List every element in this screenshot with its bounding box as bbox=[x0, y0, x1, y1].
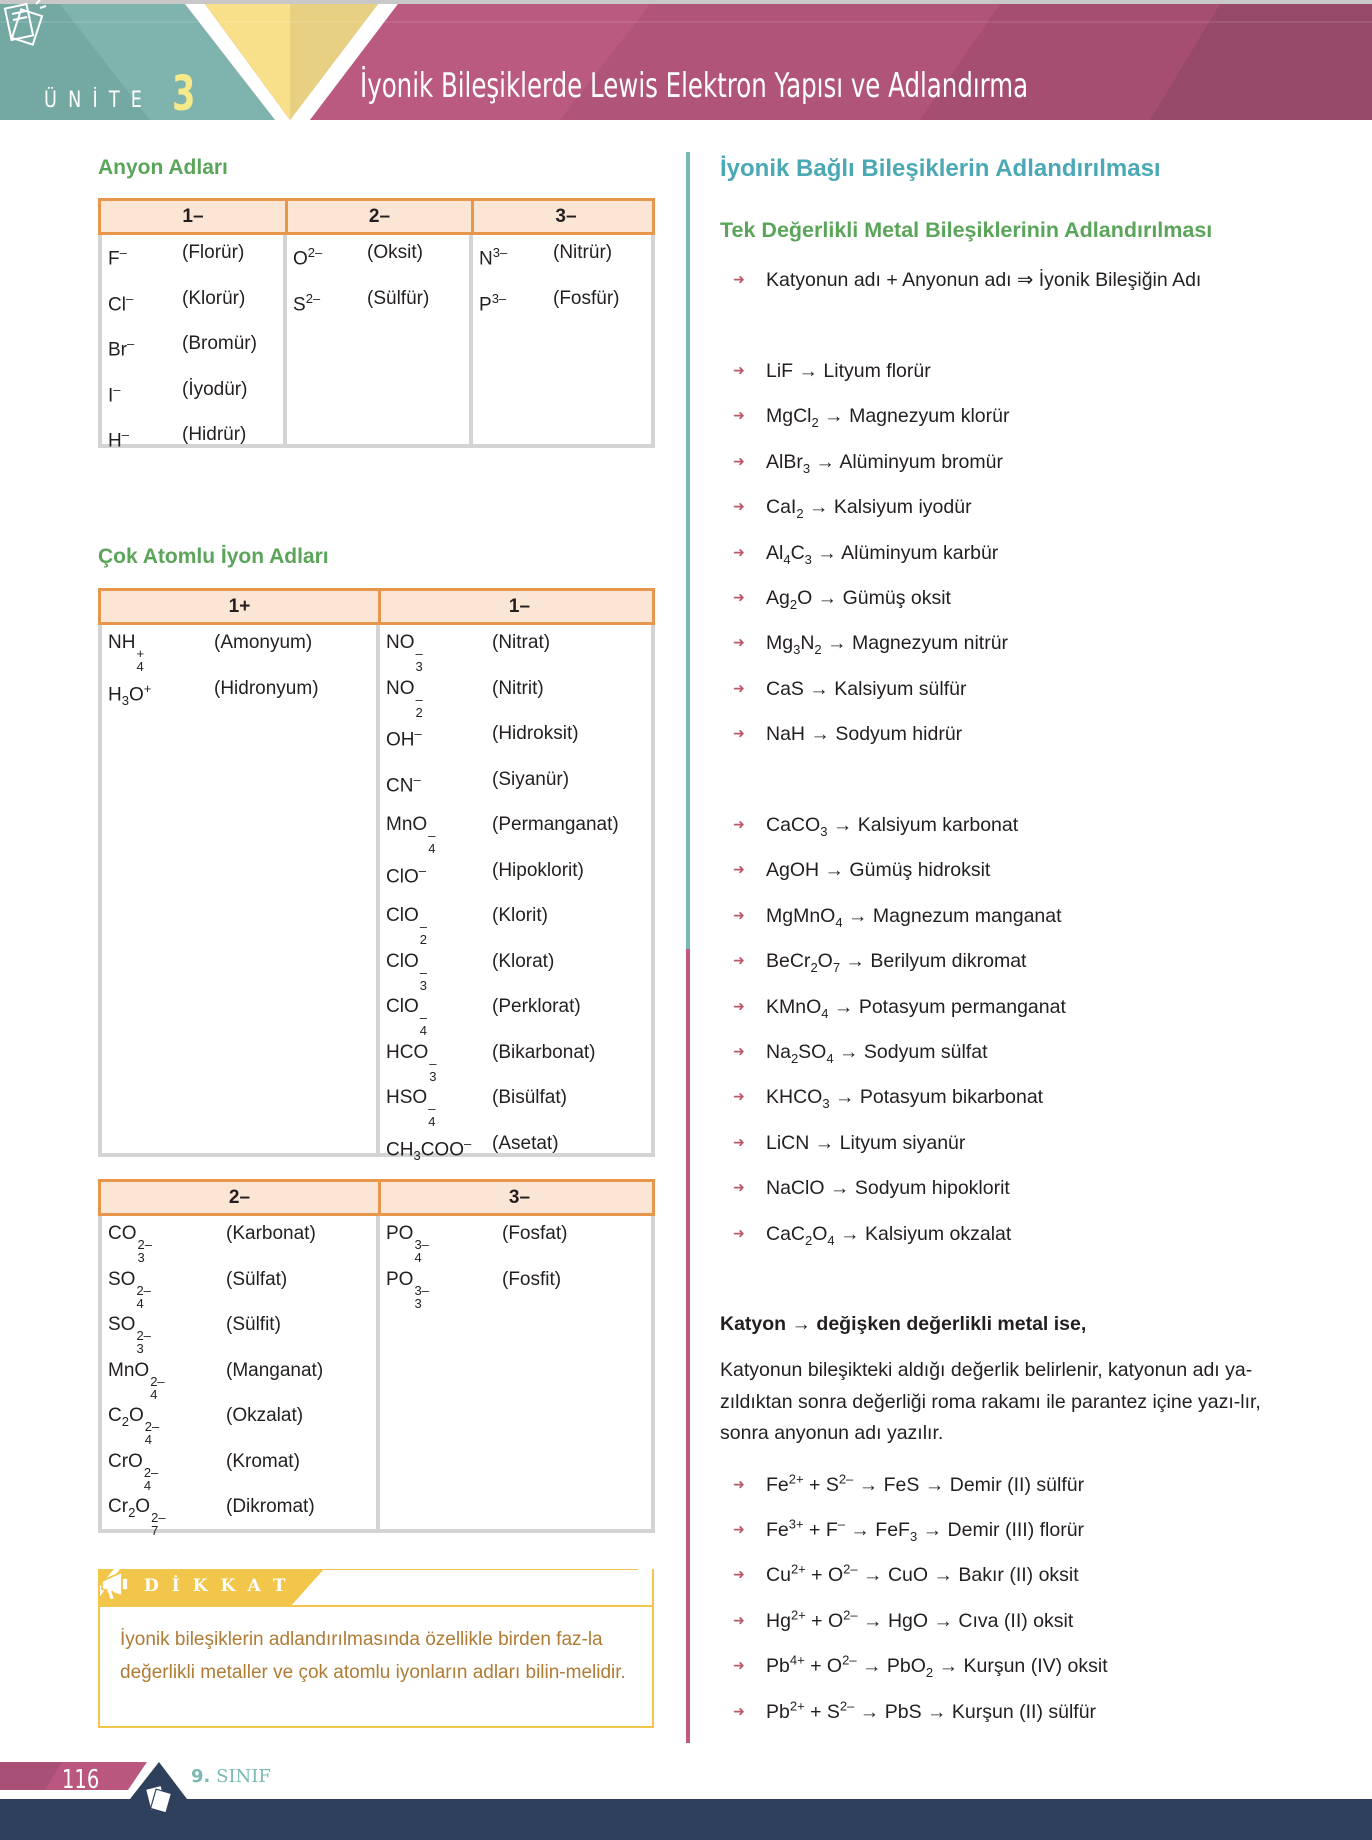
arrow-bullet-icon: ➜ bbox=[733, 1133, 745, 1150]
ion-formula: H– bbox=[108, 427, 129, 452]
ion-name: (Hidroksit) bbox=[492, 723, 579, 744]
charge-3-col bbox=[380, 1216, 651, 1529]
footer-banner bbox=[0, 1750, 1372, 1840]
list-item bbox=[733, 447, 1003, 483]
ion-name: (Fosfür) bbox=[553, 287, 620, 309]
arrow-bullet-icon: ➜ bbox=[733, 952, 745, 969]
ion-name: (Sülfit) bbox=[226, 1314, 281, 1335]
list-item bbox=[733, 1037, 988, 1073]
ion-formula: $O^{2-}$ bbox=[293, 245, 323, 270]
table-row bbox=[102, 1220, 376, 1266]
arrow-bullet-icon: ➜ bbox=[733, 1475, 745, 1492]
arrow-bullet-icon: ➜ bbox=[733, 906, 745, 923]
ion-formula: SO 2– 4 bbox=[108, 1268, 151, 1311]
ion-name: (Manganat) bbox=[226, 1359, 324, 1381]
table-row bbox=[287, 239, 469, 285]
table-row bbox=[380, 1220, 651, 1266]
naming-rule bbox=[733, 265, 1201, 294]
ion-formula: ClO – 3 bbox=[386, 950, 427, 993]
attention-box bbox=[98, 1569, 654, 1728]
ion-name: (Nitrat) bbox=[492, 632, 551, 653]
list-item bbox=[733, 1219, 1011, 1255]
list-item bbox=[733, 538, 998, 574]
table-row bbox=[380, 948, 651, 994]
table-row bbox=[102, 239, 283, 285]
ion-name: (Okzalat) bbox=[226, 1405, 304, 1426]
ion-formula: MnO 2– 4 bbox=[108, 1359, 165, 1402]
header-cell: 3– bbox=[555, 206, 577, 227]
table-row bbox=[473, 239, 651, 285]
list-item-text: NaClO → Sodyum hipoklorit bbox=[766, 1177, 1010, 1200]
header-cell: 3– bbox=[508, 1187, 531, 1208]
list-item-text: KMnO$_4$ → Potasyum permanganat bbox=[766, 995, 1066, 1021]
list-item-text: CaS → Kalsiyum sülfür bbox=[766, 677, 967, 700]
ion-name: (Hidronyum) bbox=[214, 677, 319, 699]
column-divider-top bbox=[686, 152, 690, 949]
ion-formula: NO – 2 bbox=[386, 677, 423, 720]
ion-formula: PO 3– 3 bbox=[386, 1268, 429, 1311]
header-cell: 1– bbox=[508, 596, 531, 617]
ion-formula: $S^{2-}$ bbox=[293, 290, 321, 315]
ion-name: (Klorür) bbox=[182, 287, 246, 309]
ion-formula: CrO 2– 4 bbox=[108, 1450, 159, 1493]
megaphone-icon bbox=[98, 1569, 132, 1603]
list-item bbox=[733, 855, 990, 884]
list-item-text: $Cu^{2+} + O^{2-}$ → CuO → Bakır (II) oksit bbox=[766, 1561, 1079, 1587]
table-row bbox=[102, 330, 283, 376]
ion-name: (Perklorat) bbox=[492, 996, 581, 1017]
attention-label: DİKKAT bbox=[144, 1576, 299, 1596]
arrow-bullet-icon: ➜ bbox=[733, 861, 745, 878]
table-row bbox=[287, 285, 469, 331]
ion-name: (Bromür) bbox=[182, 333, 257, 354]
arrow-bullet-icon: ➜ bbox=[733, 634, 745, 651]
arrow-bullet-icon: ➜ bbox=[733, 589, 745, 605]
ion-name: (Hipoklorit) bbox=[492, 859, 584, 881]
list-item bbox=[733, 628, 1008, 664]
ion-name: (Siyanür) bbox=[492, 768, 570, 790]
polyatomic-table-2-header bbox=[98, 1179, 655, 1216]
list-item bbox=[733, 719, 962, 748]
page-title: İyonik Bileşiklerde Lewis Elektron Yapısı ve Adlandırma bbox=[360, 66, 1029, 106]
ion-name: (Karbonat) bbox=[226, 1223, 316, 1244]
grade-number: 9. bbox=[191, 1766, 211, 1787]
arrow-bullet-icon: ➜ bbox=[733, 452, 745, 469]
list-item-text: $Fe^{3+} + F^- \to FeF_3$ → Demir (III) florür bbox=[766, 1516, 1085, 1544]
table-row bbox=[102, 1357, 376, 1403]
ion-formula: ClO– bbox=[386, 862, 426, 887]
ion-formula: MnO – 4 bbox=[386, 814, 436, 856]
list-item-text: $Ag_2O$ → Gümüş oksit bbox=[766, 587, 951, 612]
anion-names-title: Anyon Adları bbox=[98, 156, 228, 179]
ion-name: (Permanganat) bbox=[492, 814, 619, 835]
list-item-text: MgMnO$_4$ → Magnezum manganat bbox=[766, 904, 1062, 930]
unit-number: 3 bbox=[172, 66, 196, 120]
table-row bbox=[473, 285, 651, 331]
ion-name: (Asetat) bbox=[492, 1132, 559, 1154]
list-item bbox=[733, 1173, 1010, 1202]
list-item bbox=[733, 992, 1066, 1028]
rule-text: Katyonun adı + Anyonun adı ⇒ İyonik Bileşiğin Adı bbox=[766, 269, 1202, 291]
ion-formula: PO 3– 4 bbox=[386, 1223, 429, 1265]
list-item bbox=[733, 901, 1062, 937]
table-row bbox=[380, 629, 651, 675]
ion-name: (Fosfat) bbox=[502, 1223, 568, 1244]
table-row bbox=[380, 1266, 651, 1312]
list-item bbox=[733, 1647, 1108, 1687]
anion-table bbox=[98, 198, 655, 452]
list-item bbox=[733, 1465, 1084, 1499]
list-item-text: $BeCr_2O_7$ → Berilyum dikromat bbox=[766, 950, 1027, 976]
list-item-text: $Pb^{2+} + S^{2-}$ → PbS → Kurşun (II) sülfür bbox=[766, 1698, 1097, 1723]
grade-label bbox=[191, 1766, 271, 1787]
table-row bbox=[102, 629, 376, 675]
list-item-text: CaI$_2$ → Kalsiyum iyodür bbox=[766, 496, 972, 522]
table-row bbox=[380, 766, 651, 812]
ion-formula: $C_2O$ 2– 4 bbox=[108, 1405, 160, 1447]
list-item-text: CaCO$_3$ → Kalsiyum karbonat bbox=[766, 814, 1019, 839]
ion-name: (Kromat) bbox=[226, 1450, 300, 1472]
list-item bbox=[733, 1601, 1073, 1635]
table-row bbox=[102, 1266, 376, 1312]
ion-name: (Dikromat) bbox=[226, 1496, 315, 1517]
ion-name: (Fosfit) bbox=[502, 1268, 562, 1290]
grade-text: SINIF bbox=[216, 1766, 271, 1787]
list-item-text: $CaC_2O_4$ → Kalsiyum okzalat bbox=[766, 1222, 1012, 1248]
ion-formula: SO 2– 3 bbox=[108, 1314, 151, 1356]
charge-2-col bbox=[102, 1216, 380, 1538]
anion-col bbox=[380, 625, 651, 1163]
polyatomic-table-charge-2-3 bbox=[98, 1179, 655, 1538]
arrow-bullet-icon: ➜ bbox=[733, 1088, 745, 1105]
ion-name: (Bisülfat) bbox=[492, 1087, 567, 1108]
ion-formula: $N^{3-}$ bbox=[479, 245, 508, 270]
ion-formula: CO 2– 3 bbox=[108, 1223, 152, 1265]
table-row bbox=[102, 675, 376, 721]
list-item bbox=[733, 1128, 965, 1157]
arrow-bullet-icon: ➜ bbox=[733, 1043, 745, 1059]
table-row bbox=[102, 285, 283, 331]
list-item-text: $Hg^{2+} + O^{2-}$ → HgO → Cıva (II) oksit bbox=[766, 1607, 1074, 1632]
list-item bbox=[733, 1556, 1079, 1590]
variable-valence-paragraph: Katyonun bileşikteki aldığı değerlik belirlenir, katyonun adı ya-zıldıktan sonra değerliği roma rakamı ile parantez içine yazı-lır, sonra anyonun adı yazılır. bbox=[720, 1359, 1261, 1444]
variable-valence-heading: Katyon → değişken değerlikli metal ise, bbox=[720, 1313, 1087, 1335]
ion-formula: $Cr_2O$ 2– 7 bbox=[108, 1496, 166, 1538]
arrow-bullet-icon: ➜ bbox=[733, 498, 745, 515]
ion-name: (Oksit) bbox=[367, 242, 423, 263]
ion-name: (Hidrür) bbox=[182, 424, 247, 445]
ion-formula: I– bbox=[108, 381, 121, 406]
header-cell: 2– bbox=[101, 1182, 381, 1213]
ion-name: (Nitrit) bbox=[492, 677, 544, 699]
ion-name: (Bikarbonat) bbox=[492, 1041, 596, 1063]
page-number: 116 bbox=[62, 1765, 100, 1795]
ion-name: (Florür) bbox=[182, 242, 245, 263]
ion-formula: ClO – 2 bbox=[386, 905, 427, 947]
table-row bbox=[380, 1130, 651, 1176]
arrow-bullet-icon: ➜ bbox=[733, 407, 745, 424]
ion-name: (Klorit) bbox=[492, 905, 548, 926]
unit-label: ÜNİTE bbox=[44, 88, 154, 113]
ion-name: (Nitrür) bbox=[553, 242, 613, 263]
ion-formula: F– bbox=[108, 245, 127, 270]
table-row bbox=[380, 857, 651, 903]
list-item bbox=[733, 1082, 1043, 1118]
polyatomic-ion-names-title: Çok Atomlu İyon Adları bbox=[98, 545, 329, 568]
list-item-text: $Pb^{4+} + O^{2-} \to PbO_2$ → Kurşun (IV) oksit bbox=[766, 1652, 1108, 1680]
list-item-text: AgOH → Gümüş hidroksit bbox=[766, 859, 991, 882]
list-item bbox=[733, 583, 951, 619]
ion-formula: ClO – 4 bbox=[386, 996, 427, 1038]
arrow-bullet-icon: ➜ bbox=[733, 816, 745, 832]
table-row bbox=[102, 376, 283, 422]
column-divider-bottom bbox=[686, 949, 690, 1743]
list-item bbox=[733, 401, 1009, 437]
cation-col bbox=[102, 625, 380, 1153]
arrow-bullet-icon: ➜ bbox=[733, 725, 745, 742]
single-valence-subtitle: Tek Değerlikli Metal Bileşiklerinin Adlandırılması bbox=[720, 218, 1213, 242]
header-cell: 2– bbox=[288, 201, 474, 232]
ion-formula: $H_3O^+$ bbox=[108, 680, 152, 708]
ionic-naming-title: İyonik Bağlı Bileşiklerin Adlandırılması bbox=[720, 155, 1161, 182]
table-row bbox=[102, 1311, 376, 1357]
ion-name: (Sülfür) bbox=[367, 287, 430, 309]
table-row bbox=[102, 1402, 376, 1448]
header-cell: 1+ bbox=[101, 591, 381, 622]
table-row bbox=[380, 993, 651, 1039]
table-row bbox=[380, 1084, 651, 1130]
ion-formula: Cl– bbox=[108, 290, 134, 315]
anion-col-2 bbox=[287, 235, 473, 444]
list-item-text: $Al_4C_3$ → Alüminyum karbür bbox=[766, 541, 999, 567]
ion-formula: CN– bbox=[386, 771, 421, 796]
arrow-bullet-icon: ➜ bbox=[733, 1566, 745, 1583]
document-icon bbox=[0, 0, 52, 50]
list-item-text: $Mg_3N_2$ → Magnezyum nitrür bbox=[766, 632, 1009, 658]
table-row bbox=[380, 902, 651, 948]
list-item-text: LiF → Lityum florür bbox=[766, 360, 931, 382]
arrow-bullet-icon: ➜ bbox=[733, 1611, 745, 1628]
ion-formula: Br– bbox=[108, 336, 135, 361]
ion-formula: $CH_3COO^-$ bbox=[386, 1135, 472, 1163]
table-row bbox=[102, 421, 283, 467]
attention-text: İyonik bileşiklerin adlandırılmasında özellikle birden faz-la değerlikli metaller ve çok atomlu iyonların adları bilin-melidir. bbox=[120, 1629, 626, 1683]
polyatomic-table-charge-1 bbox=[98, 588, 655, 1163]
anion-col-3 bbox=[473, 235, 651, 444]
arrow-bullet-icon: ➜ bbox=[733, 1179, 745, 1196]
list-item bbox=[733, 674, 966, 703]
list-item bbox=[733, 356, 931, 385]
ion-name: (Amonyum) bbox=[214, 632, 313, 653]
list-item-text: MgCl$_2$ → Magnezyum klorür bbox=[766, 405, 1010, 431]
list-item-text: AlBr$_3$ → Alüminyum bromür bbox=[766, 450, 1003, 476]
table-row bbox=[102, 1448, 376, 1494]
ion-name: (Sülfat) bbox=[226, 1268, 288, 1290]
list-item bbox=[733, 492, 972, 528]
list-item bbox=[733, 946, 1026, 982]
list-item-text: NaH → Sodyum hidrür bbox=[766, 723, 963, 746]
ion-name: (Klorat) bbox=[492, 950, 555, 972]
anion-col-1 bbox=[102, 235, 287, 452]
arrow-bullet-icon: ➜ bbox=[733, 1702, 745, 1719]
table-row bbox=[380, 811, 651, 857]
arrow-bullet-icon: ➜ bbox=[733, 543, 745, 560]
arrow-bullet-icon: ➜ bbox=[733, 1657, 745, 1674]
arrow-bullet-icon: ➜ bbox=[733, 271, 745, 287]
arrow-bullet-icon: ➜ bbox=[733, 1224, 745, 1241]
list-item-text: LiCN → Lityum siyanür bbox=[766, 1131, 966, 1154]
list-item-text: $KHCO_3$ → Potasyum bikarbonat bbox=[766, 1086, 1044, 1112]
arrow-bullet-icon: ➜ bbox=[733, 362, 745, 378]
table-row bbox=[102, 1493, 376, 1539]
arrow-bullet-icon: ➜ bbox=[733, 997, 745, 1014]
polyatomic-table-1-header bbox=[98, 588, 655, 625]
list-item bbox=[733, 1510, 1084, 1550]
ion-formula: OH– bbox=[386, 726, 422, 751]
anion-table-header bbox=[98, 198, 655, 235]
table-row bbox=[380, 720, 651, 766]
list-item bbox=[733, 810, 1018, 846]
ion-formula: HSO – 4 bbox=[386, 1087, 436, 1129]
list-item-text: $Fe^{2+} + S^{2-}$ → FeS → Demir (II) sülfür bbox=[766, 1471, 1085, 1496]
list-item bbox=[733, 1692, 1096, 1726]
arrow-bullet-icon: ➜ bbox=[733, 679, 745, 696]
ion-name: (İyodür) bbox=[182, 378, 248, 400]
arrow-bullet-icon: ➜ bbox=[733, 1520, 745, 1537]
ion-formula: HCO – 3 bbox=[386, 1041, 437, 1084]
ion-formula: NH + 4 bbox=[108, 632, 145, 674]
header-cell: 1– bbox=[101, 201, 288, 232]
ion-formula: NO – 3 bbox=[386, 632, 423, 674]
table-row bbox=[380, 1039, 651, 1085]
list-item-text: $Na_2SO_4$ → Sodyum sülfat bbox=[766, 1041, 988, 1066]
page-header bbox=[0, 0, 1372, 120]
table-row bbox=[380, 675, 651, 721]
ion-formula: $P^{3-}$ bbox=[479, 290, 507, 315]
